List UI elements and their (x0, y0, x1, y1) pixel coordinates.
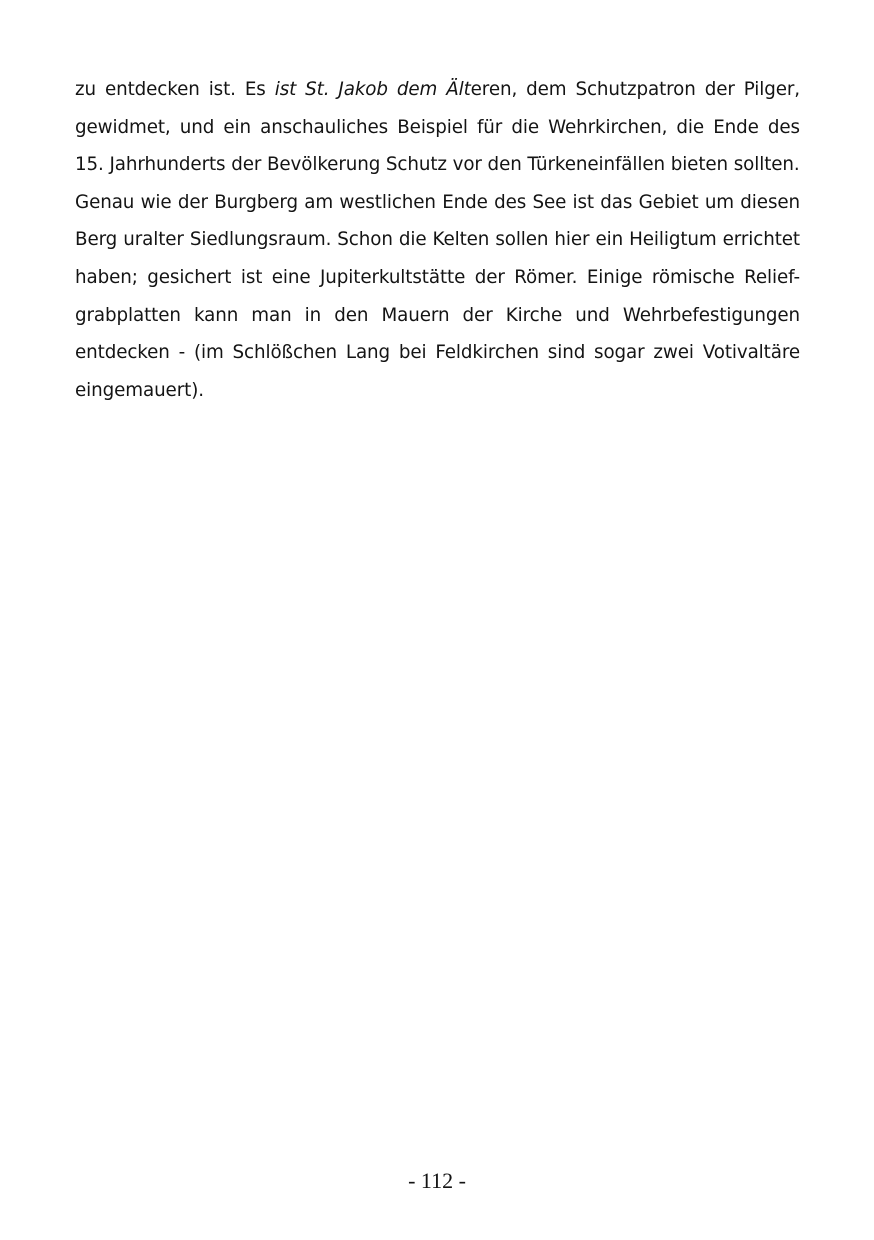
paragraph: Genau wie der Burgberg am westlichen Ende des See ist das Gebiet um diesen Berg uralter Siedlungsraum. Schon die Kelten sollen hier ein Heiligtum errichtet haben; gesichert ist eine Jupiterkultstätte der Römer. Einige römische Relief-grabplatten kann man in den Mauern der Kirche und Wehrbefestigungen entdecken - (im Schlößchen Lang bei Feldkirchen sind sogar zwei Votivaltäre eingemauert). (75, 191, 800, 401)
paragraph-text: eren, dem Schutzpatron der Pilger, gewidmet, und ein anschauliches Beispiel für die Wehrkirchen, die Ende des 15. Jahrhunderts der Bevölkerung Schutz vor den Türkeneinfällen bieten sollten. (75, 79, 800, 176)
italic-text: ist St. Jakob dem Ält (274, 79, 471, 100)
body-text (75, 71, 800, 409)
page-number: - 112 - (408, 1168, 466, 1193)
paragraph-text: zu entdecken ist. Es (75, 79, 275, 100)
paragraph (75, 71, 800, 184)
